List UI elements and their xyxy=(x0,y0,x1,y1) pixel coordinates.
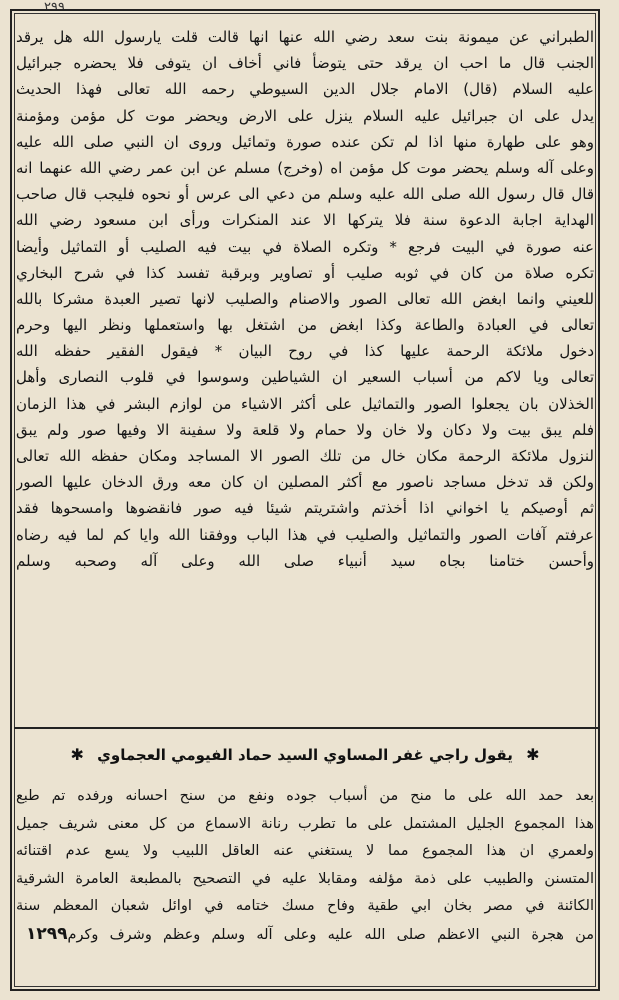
text-line: دخول ملائكة الرحمة عليها كذا في روح البيان * فيقول الفقير حفظه الله xyxy=(16,342,594,361)
text-line: عليه السلام (قال) الامام جلال الدين السيوطي رحمه الله تعالى فهذا الحديث xyxy=(16,80,594,99)
hijri-year: ١٢٩٩ xyxy=(26,923,68,944)
section-divider xyxy=(14,727,598,729)
text-line: تعالى ويا لاكم من أسباب السعير ان الشياطين وسوسوا في قلوب النصارى وأهل xyxy=(16,368,594,387)
text-line: تعالى في العبادة والطاعة وكذا ابغض من اشتغل بها واستعملها ونظر اليها وحرم xyxy=(16,316,594,335)
text-line: عرفتم آفات الصور والتماثيل والصليب في هذا الباب ووفقنا الله وايا كم لما فيه رضاه xyxy=(16,525,594,544)
colophon-line: المتسنن والطبيب على ذمة مؤلفه ومقابلا عليه في التصحيح بالمطبعة العامرة الشرقية xyxy=(16,870,594,887)
text-line: الخذلان بان يجعلوا الصور والتماثيل على أكثر الاشياء من لوازم البشر في هذا الزمان xyxy=(16,394,594,413)
text-line: الجنب قال ما احب ان يرقد حتى يتوضأ فاني أخاف ان يتوفى فلا يحضره جبرائيل xyxy=(16,54,594,73)
colophon-text-block xyxy=(16,783,594,949)
text-line: ثم أوصيكم يا اخواني اذا أخذتم واشتريتم شيئا فيه صور فانقضوها وامسحوها فقد xyxy=(16,499,594,518)
text-line: وأحسن ختامنا بجاه سيد أنبياء صلى الله وعلى آله وصحبه وسلم xyxy=(16,551,594,570)
colophon-heading-text: يقول راجي غفر المساوي السيد حماد الفيومي العجماوي xyxy=(97,746,513,764)
colophon-final-text: من هجرة النبي الاعظم صلى الله عليه وعلى آله وسلم وعظم وشرف وكرم xyxy=(67,926,594,943)
text-line: عنه صورة في البيت فرجع * وتكره الصلاة في بيت فيه الصليب أو التماثيل وأيضا xyxy=(16,237,594,256)
colophon-line: ولعمري ان هذا المجموع مما لا يستغني عنه العاقل اللبيب ولا يسع عدم اقتنائه xyxy=(16,843,594,860)
colophon-heading xyxy=(16,745,594,764)
text-line: للعيني وانما ابغض الله تعالى الصور والاصنام والصليب لانها تصير العبدة مشركا بالله xyxy=(16,289,594,308)
text-line: وهو على طهارة منها اذا لم تكن عنده صورة وتمائيل وروى ان النبي صلى الله عليه xyxy=(16,132,594,151)
text-line: قال قال رسول الله صلى الله عليه وسلم من دعي الى عرس أو نحوه فليجب قال صاحب xyxy=(16,185,594,204)
colophon-final-line xyxy=(16,921,594,949)
text-line: الهداية اجابة الدعوة سنة فلا يتركها الا عند المنكرات ورأى ابن مسعود رضي الله xyxy=(16,211,594,230)
page-number: ٢٩٩ xyxy=(44,0,65,15)
text-line: يدل على ان جبرائيل عليه السلام ينزل على الارض ويحضر موت كل مؤمن ومؤمنة xyxy=(16,106,594,125)
text-line: لنزول ملائكة الرحمة مكان خال من تلك الصور الا المساجد ومكان حفظه الله تعالى xyxy=(16,447,594,465)
text-line: وعلى آله وسلم يحضر موت كل مؤمن اه (وخرج) مسلم عن ابن عمر رضي الله عنهما انه xyxy=(16,158,594,177)
star-ornament-icon: ✱ xyxy=(526,745,540,764)
text-line: ولكن قد تدخل مساجد ناصور مع أكثر المصلين ان كان معه ورق الدخان عليها الصور xyxy=(16,473,594,492)
star-ornament-icon: ✱ xyxy=(70,745,84,764)
text-line: فلم يبق بيت ولا دكان ولا خان ولا حمام ولا قلعة ولا سفينة الا وفيها صور ولم يبق xyxy=(16,420,594,439)
text-line: تكره صلاة من كان في ثوبه صليب أو تصاوير وبرقبة تفسد كذا في شرح البخاري xyxy=(16,263,594,282)
text-line: الطبراني عن ميمونة بنت سعد رضي الله عنها انها قالت قلت يارسول الله هل يرقد xyxy=(16,28,594,46)
main-text-block xyxy=(16,24,594,574)
colophon-line: هذا المجموع الجليل المشتمل على ما تطرب رنانة الاسماع من كل معنى شريف جميل xyxy=(16,815,594,832)
colophon-line: الكائنة في مصر بخان ابي طقية وفاح مسك ختامه في اوائل شعبان المعظم سنة xyxy=(16,898,594,915)
colophon-line: بعد حمد الله على ما منح من أسباب جوده ونفع من سنح احسانه ورفده تم طبع xyxy=(16,788,594,804)
